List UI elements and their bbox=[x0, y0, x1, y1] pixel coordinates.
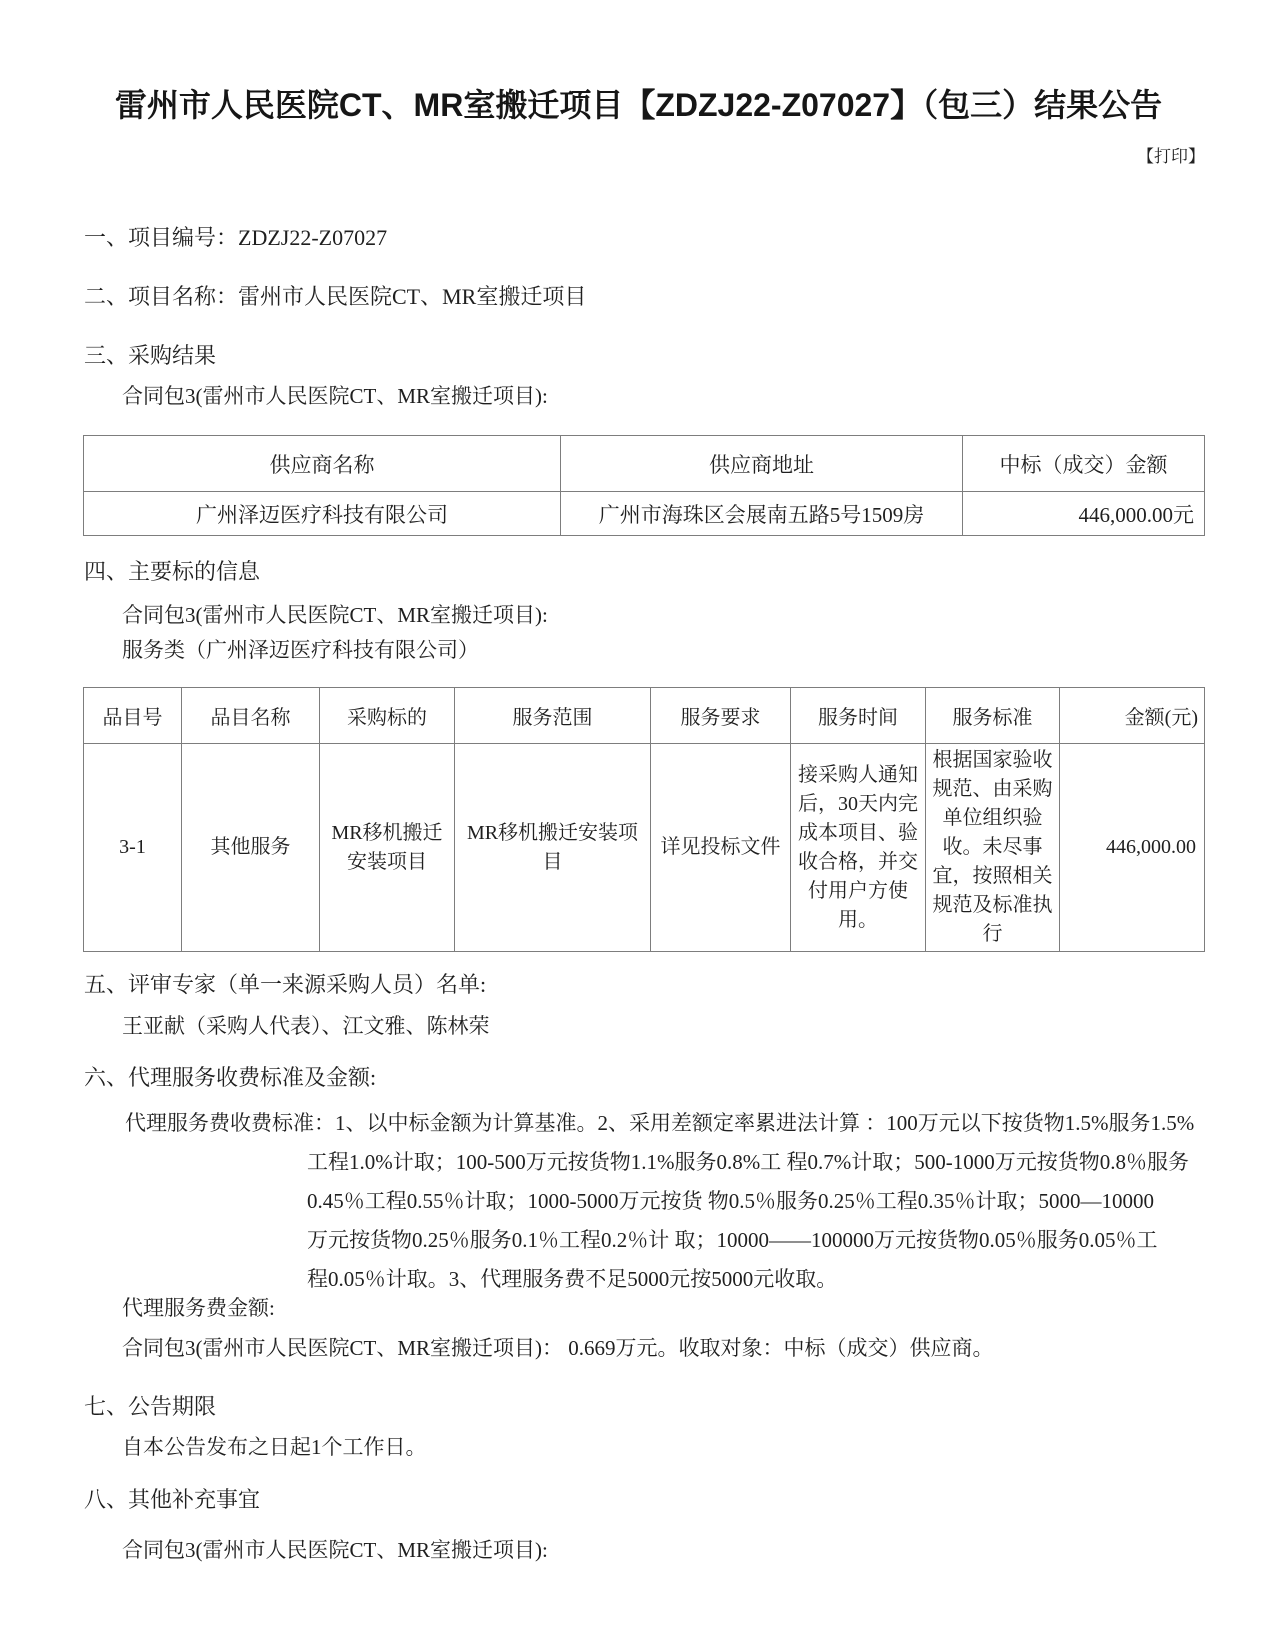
subject-cell-service-scope: MR移机搬迁安装项目 bbox=[455, 744, 651, 952]
subject-table bbox=[83, 687, 1205, 952]
agency-fee-amount-label: 代理服务费金额: bbox=[122, 1296, 275, 1320]
subject-cell-item-number: 3-1 bbox=[84, 744, 182, 952]
result-table-header-row bbox=[84, 436, 1205, 492]
fee-standard-line: 代理服务费收费标准：1、以中标金额为计算基准。2、采用差额定率累进法计算 ：100万元以下按货物1.5%服务1.5% bbox=[125, 1111, 1195, 1135]
section-heading-experts: 五、评审专家（单一来源采购人员）名单: bbox=[84, 972, 487, 997]
print-link[interactable]: 【打印】 bbox=[1137, 147, 1205, 166]
subject-header-service-standard: 服务标准 bbox=[926, 688, 1060, 744]
experts-name-list: 王亚献（采购人代表）、江文雅、陈林荣 bbox=[122, 1014, 490, 1038]
section-heading-main-subject: 四、主要标的信息 bbox=[84, 559, 261, 584]
page-title: 雷州市人民医院CT、MR室搬迁项目【ZDZJ22-Z07027】（包三）结果公告 bbox=[114, 87, 1163, 123]
result-header-supplier-address: 供应商地址 bbox=[561, 436, 963, 492]
subject-header-service-scope: 服务范围 bbox=[455, 688, 651, 744]
section-heading-agency-fee: 六、代理服务收费标准及金额: bbox=[84, 1065, 377, 1090]
subject-header-amount: 金额(元) bbox=[1060, 688, 1205, 744]
section-heading-procurement-result: 三、采购结果 bbox=[84, 343, 217, 368]
result-cell-supplier-name: 广州泽迈医疗科技有限公司 bbox=[84, 492, 561, 536]
subject-header-item-name: 品目名称 bbox=[182, 688, 320, 744]
result-header-award-amount: 中标（成交）金额 bbox=[963, 436, 1205, 492]
result-table bbox=[83, 435, 1205, 536]
package-line-subject: 合同包3(雷州市人民医院CT、MR室搬迁项目): bbox=[122, 603, 548, 627]
fee-standard-line: 工程1.0%计取；100-500万元按货物1.1%服务0.8%工 程0.7%计取；500-1000万元按货物0.8％服务 bbox=[307, 1150, 1189, 1174]
announcement-period-body: 自本公告发布之日起1个工作日。 bbox=[122, 1435, 427, 1459]
result-header-supplier-name: 供应商名称 bbox=[84, 436, 561, 492]
agency-fee-standard-paragraph bbox=[125, 1104, 1215, 1299]
subject-cell-service-requirement: 详见投标文件 bbox=[651, 744, 791, 952]
subject-header-procurement-target: 采购标的 bbox=[320, 688, 455, 744]
subject-cell-item-name: 其他服务 bbox=[182, 744, 320, 952]
package-line-result: 合同包3(雷州市人民医院CT、MR室搬迁项目): bbox=[122, 384, 548, 408]
fee-standard-line: 万元按货物0.25％服务0.1％工程0.2％计 取；10000——100000万元按货物0.05％服务0.05％工 bbox=[307, 1228, 1158, 1252]
subject-cell-procurement-target: MR移机搬迁安装项目 bbox=[320, 744, 455, 952]
fee-standard-line: 0.45％工程0.55％计取；1000-5000万元按货 物0.5％服务0.25％工程0.35％计取；5000—10000 bbox=[307, 1189, 1154, 1213]
package-line-other-matters: 合同包3(雷州市人民医院CT、MR室搬迁项目): bbox=[122, 1538, 548, 1562]
fee-standard-line: 程0.05％计取。3、代理服务费不足5000元按5000元收取。 bbox=[307, 1267, 838, 1291]
service-category-line: 服务类（广州泽迈医疗科技有限公司） bbox=[122, 638, 479, 662]
subject-table-header-row bbox=[84, 688, 1205, 744]
subject-header-item-number: 品目号 bbox=[84, 688, 182, 744]
subject-header-service-requirement: 服务要求 bbox=[651, 688, 791, 744]
result-table-row bbox=[84, 492, 1205, 536]
section-heading-other-matters: 八、其他补充事宜 bbox=[84, 1487, 261, 1512]
section-heading-announcement-period: 七、公告期限 bbox=[84, 1394, 217, 1419]
result-cell-supplier-address: 广州市海珠区会展南五路5号1509房 bbox=[561, 492, 963, 536]
subject-header-service-time: 服务时间 bbox=[791, 688, 926, 744]
result-cell-award-amount: 446,000.00元 bbox=[963, 492, 1205, 536]
subject-table-row bbox=[84, 744, 1205, 952]
subject-cell-service-standard: 根据国家验收规范、由采购单位组织验收。未尽事宜，按照相关规范及标准执行 bbox=[926, 744, 1060, 952]
subject-cell-amount: 446,000.00 bbox=[1060, 744, 1205, 952]
subject-cell-service-time: 接采购人通知后，30天内完成本项目、验收合格，并交付用户方使用。 bbox=[791, 744, 926, 952]
section-heading-project-number: 一、项目编号：ZDZJ22-Z07027 bbox=[84, 225, 388, 250]
section-heading-project-name: 二、项目名称：雷州市人民医院CT、MR室搬迁项目 bbox=[84, 284, 587, 309]
agency-fee-amount-line: 合同包3(雷州市人民医院CT、MR室搬迁项目)： 0.669万元。收取对象：中标（成交）供应商。 bbox=[122, 1336, 994, 1360]
